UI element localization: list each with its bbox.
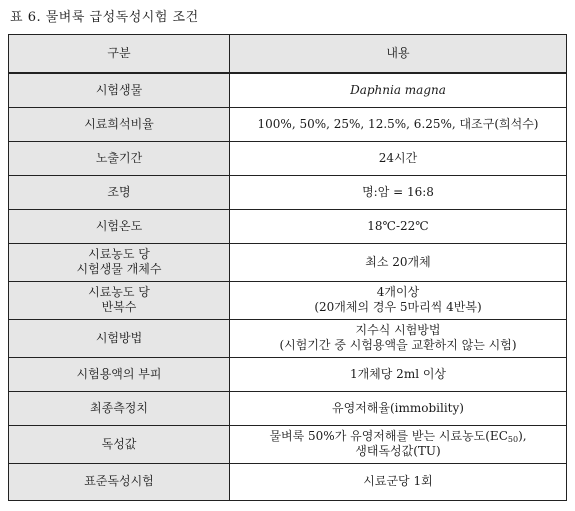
value-text: 최소 20개체 xyxy=(365,254,431,269)
value-text xyxy=(234,429,562,444)
label-text: 시험생물 xyxy=(95,82,143,97)
header-category: 구분 xyxy=(9,35,230,74)
row-value-lighting xyxy=(230,175,567,209)
value-text: Daphnia magna xyxy=(350,82,446,97)
row-value-dilution-ratio xyxy=(230,107,567,141)
value-text: 18℃-22℃ xyxy=(367,218,429,233)
value-text-suffix: ), xyxy=(518,429,527,443)
table-row xyxy=(9,141,567,175)
label-text: 독성값 xyxy=(101,436,137,451)
row-value-final-measurement xyxy=(230,391,567,425)
value-text: 1개체당 2ml 이상 xyxy=(349,366,447,381)
row-value-organisms-per-concentration xyxy=(230,243,567,281)
row-value-test-temperature xyxy=(230,209,567,243)
table-row xyxy=(9,463,567,500)
table-row xyxy=(9,175,567,209)
label-text: 시료희석비율 xyxy=(84,116,154,131)
table-row xyxy=(9,425,567,463)
value-text: 유영저해율(immobility) xyxy=(332,400,464,415)
row-label-lighting xyxy=(9,175,230,209)
value-text-main: 물벼룩 50%가 유영저해를 받는 시료농도(EC xyxy=(269,429,508,443)
row-value-standard-toxicity-test xyxy=(230,463,567,500)
label-text: 시료농도 당 xyxy=(88,247,150,261)
value-text: 시료군당 1회 xyxy=(363,474,433,488)
label-text: 시험용액의 부피 xyxy=(76,366,162,381)
row-label-test-method xyxy=(9,319,230,357)
row-value-test-method xyxy=(230,319,567,357)
value-text: 100%, 50%, 25%, 12.5%, 6.25%, 대조구(희석수) xyxy=(257,116,539,131)
row-label-exposure-period xyxy=(9,141,230,175)
table-row xyxy=(9,281,567,319)
table-row xyxy=(9,73,567,107)
value-text: 명:암 = 16:8 xyxy=(362,184,434,199)
label-text: 조명 xyxy=(107,184,131,199)
table-row xyxy=(9,243,567,281)
label-text: 노출기간 xyxy=(95,150,143,165)
value-text: 24시간 xyxy=(378,150,418,165)
label-text: 시료농도 당 xyxy=(88,285,150,299)
table-header-row xyxy=(9,35,567,74)
row-label-standard-toxicity-test xyxy=(9,463,230,500)
label-text: 시험온도 xyxy=(95,218,143,233)
value-text: 생태독성값(TU) xyxy=(355,444,441,458)
label-text: 시험생물 개체수 xyxy=(76,262,162,276)
row-value-solution-volume xyxy=(230,357,567,391)
value-text: 4개이상 xyxy=(376,285,420,299)
row-label-dilution-ratio xyxy=(9,107,230,141)
table-row xyxy=(9,107,567,141)
row-label-final-measurement xyxy=(9,391,230,425)
row-value-toxicity-value xyxy=(230,425,567,463)
label-text: 표준독성시험 xyxy=(84,474,154,488)
row-label-test-organism xyxy=(9,73,230,107)
table-caption: 표 6. 물벼룩 급성독성시험 조건 xyxy=(10,10,199,25)
value-text: (20개체의 경우 5마리씩 4반복) xyxy=(314,300,482,314)
row-label-test-temperature xyxy=(9,209,230,243)
table-row xyxy=(9,391,567,425)
row-value-replicates xyxy=(230,281,567,319)
value-text: 지수식 시험방법 xyxy=(355,323,441,337)
label-text: 최종측정치 xyxy=(90,400,148,415)
value-text: (시험기간 중 시험용액을 교환하지 않는 시험) xyxy=(279,338,517,352)
row-label-solution-volume xyxy=(9,357,230,391)
header-content: 내용 xyxy=(230,35,567,74)
test-conditions-table xyxy=(8,34,567,501)
row-label-toxicity-value xyxy=(9,425,230,463)
label-text: 시험방법 xyxy=(95,330,143,345)
table-row xyxy=(9,209,567,243)
label-text: 반복수 xyxy=(101,300,137,314)
row-value-exposure-period xyxy=(230,141,567,175)
row-label-organisms-per-concentration xyxy=(9,243,230,281)
table-row xyxy=(9,357,567,391)
row-value-test-organism xyxy=(230,73,567,107)
row-label-replicates xyxy=(9,281,230,319)
value-subscript: 50 xyxy=(507,435,519,444)
table-row xyxy=(9,319,567,357)
